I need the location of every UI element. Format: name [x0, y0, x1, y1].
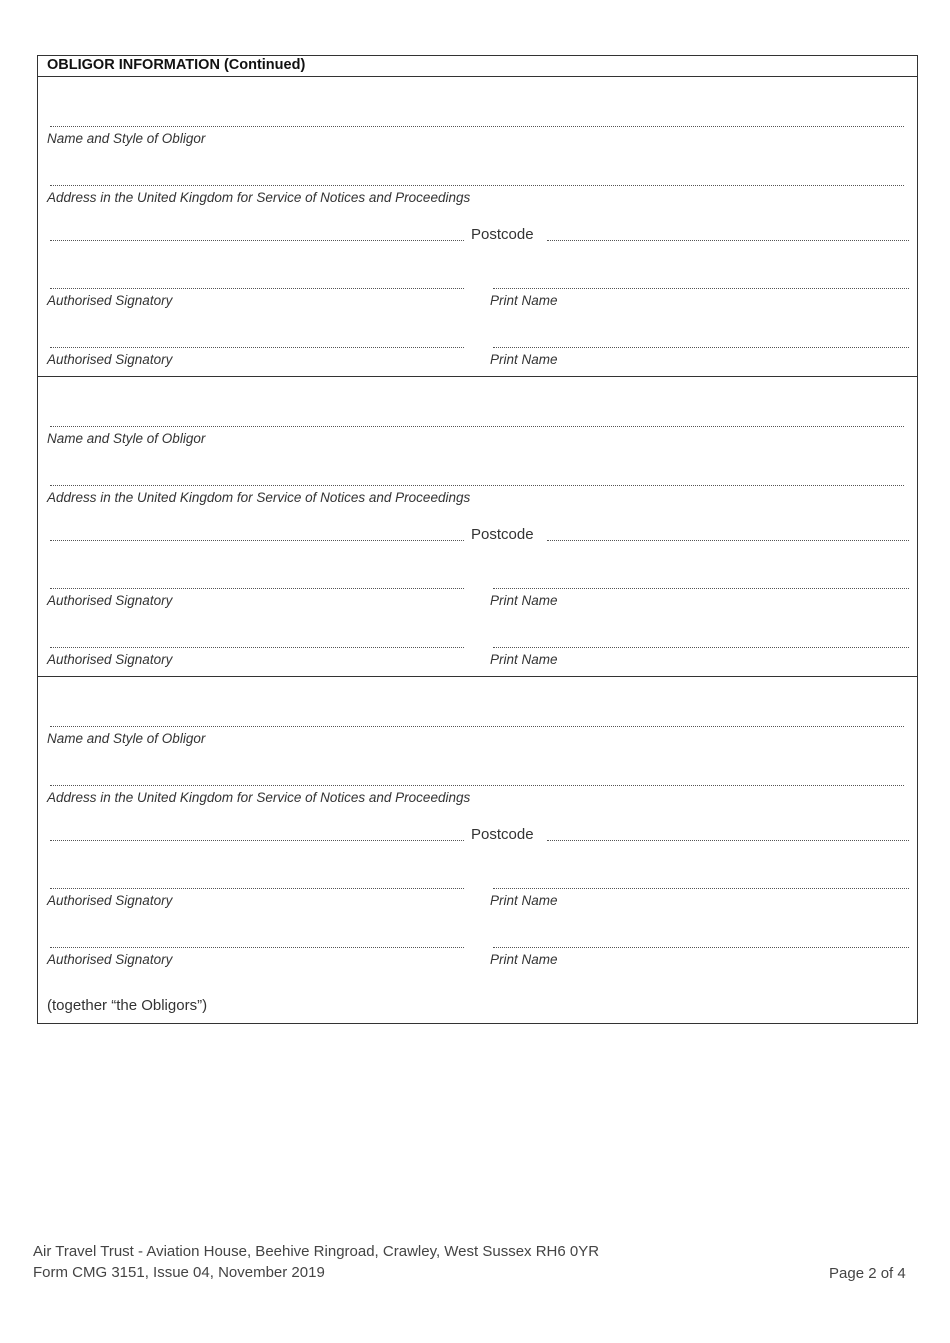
obligor-section-3: [38, 676, 917, 976]
print-name-2-field[interactable]: [493, 347, 909, 348]
form-title: OBLIGOR INFORMATION (Continued): [47, 57, 306, 73]
footer-address: Air Travel Trust - Aviation House, Beehive Ringroad, Crawley, West Sussex RH6 0YR: [33, 1243, 600, 1260]
signatory-1-caption: Authorised Signatory: [47, 593, 173, 608]
signatory-2-field[interactable]: [50, 347, 464, 348]
print-name-1-field[interactable]: [493, 588, 909, 589]
signatory-1-field[interactable]: [50, 288, 464, 289]
signatory-2-caption: Authorised Signatory: [47, 952, 173, 967]
print-name-1-caption: Print Name: [490, 893, 558, 908]
print-name-1-caption: Print Name: [490, 293, 558, 308]
signatory-1-field[interactable]: [50, 588, 464, 589]
print-name-2-caption: Print Name: [490, 652, 558, 667]
postcode-label: Postcode: [471, 226, 534, 243]
postcode-label: Postcode: [471, 526, 534, 543]
print-name-2-field[interactable]: [493, 647, 909, 648]
signatory-2-caption: Authorised Signatory: [47, 652, 173, 667]
address-field[interactable]: [50, 785, 904, 786]
page-number: Page 2 of 4: [829, 1265, 906, 1282]
signatory-1-caption: Authorised Signatory: [47, 893, 173, 908]
print-name-2-caption: Print Name: [490, 352, 558, 367]
name-style-caption: Name and Style of Obligor: [47, 431, 206, 446]
signatory-1-field[interactable]: [50, 888, 464, 889]
print-name-2-field[interactable]: [493, 947, 909, 948]
address-line-2-field[interactable]: [50, 840, 464, 841]
print-name-1-field[interactable]: [493, 888, 909, 889]
name-style-field[interactable]: [50, 126, 904, 127]
together-obligors-note: (together “the Obligors”): [47, 997, 208, 1014]
footer-form-ref: Form CMG 3151, Issue 04, November 2019: [33, 1264, 325, 1281]
signatory-2-caption: Authorised Signatory: [47, 352, 173, 367]
signatory-1-caption: Authorised Signatory: [47, 293, 173, 308]
address-caption: Address in the United Kingdom for Service of Notices and Proceedings: [47, 490, 471, 505]
form-header: [38, 56, 917, 77]
address-field[interactable]: [50, 185, 904, 186]
signatory-2-field[interactable]: [50, 647, 464, 648]
postcode-field[interactable]: [547, 540, 909, 541]
postcode-field[interactable]: [547, 240, 909, 241]
postcode-label: Postcode: [471, 826, 534, 843]
address-caption: Address in the United Kingdom for Service of Notices and Proceedings: [47, 790, 471, 805]
obligor-section-2: [38, 376, 917, 676]
name-style-caption: Name and Style of Obligor: [47, 131, 206, 146]
signatory-2-field[interactable]: [50, 947, 464, 948]
postcode-field[interactable]: [547, 840, 909, 841]
address-field[interactable]: [50, 485, 904, 486]
print-name-2-caption: Print Name: [490, 952, 558, 967]
address-line-2-field[interactable]: [50, 240, 464, 241]
name-style-caption: Name and Style of Obligor: [47, 731, 206, 746]
address-line-2-field[interactable]: [50, 540, 464, 541]
print-name-1-field[interactable]: [493, 288, 909, 289]
obligor-information-form: [37, 55, 918, 1024]
print-name-1-caption: Print Name: [490, 593, 558, 608]
address-caption: Address in the United Kingdom for Service of Notices and Proceedings: [47, 190, 471, 205]
obligor-section-1: [38, 77, 917, 377]
name-style-field[interactable]: [50, 726, 904, 727]
name-style-field[interactable]: [50, 426, 904, 427]
